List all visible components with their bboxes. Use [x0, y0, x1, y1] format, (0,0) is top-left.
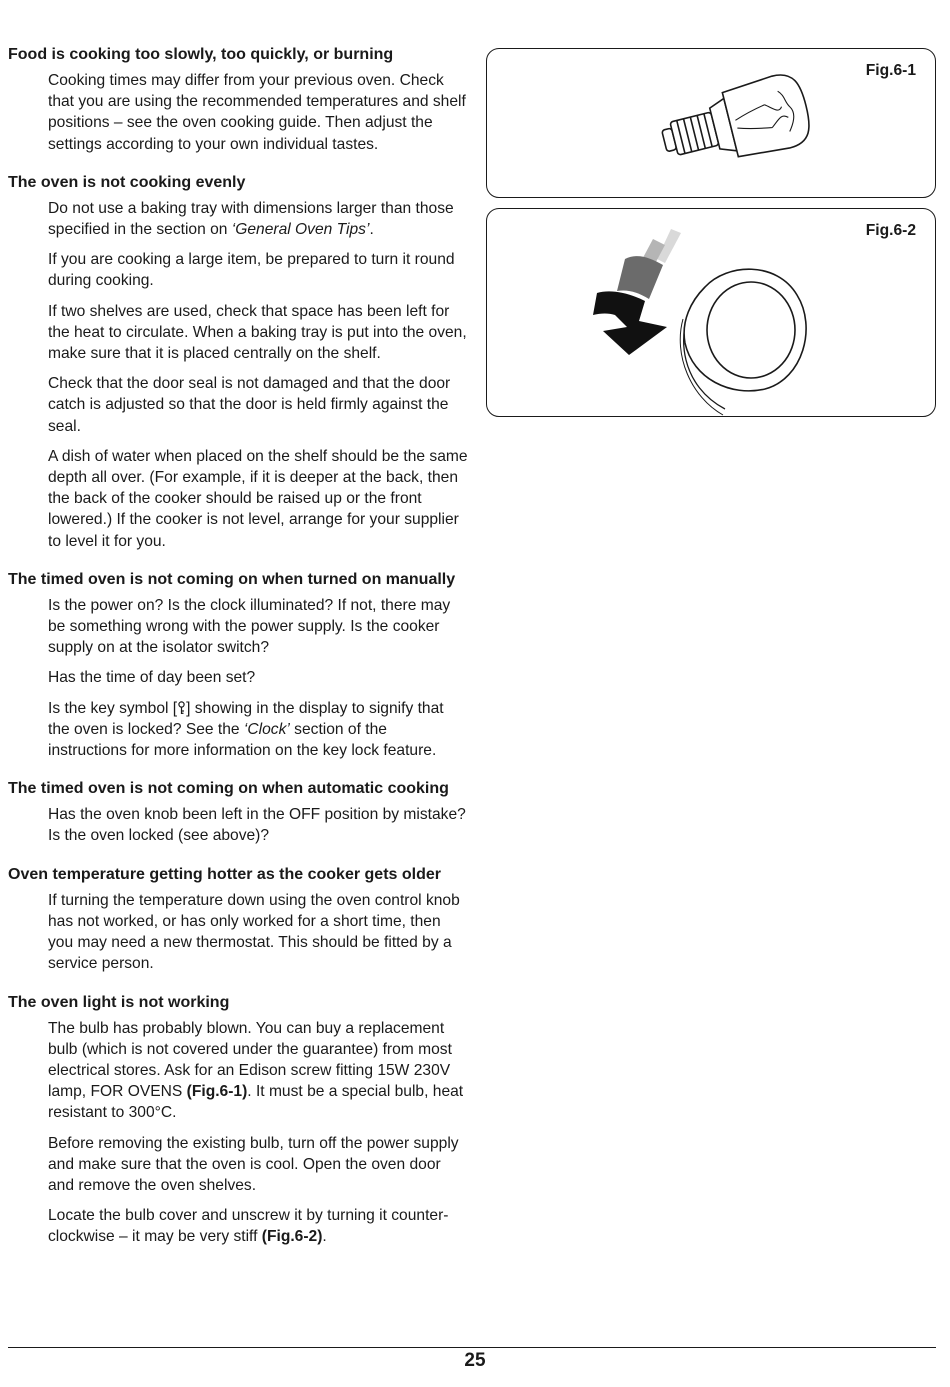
paragraph: Cooking times may differ from your previous oven. Check that you are using the recommended temperatures and shelf positions – see the oven cooking guide. Then adjust the settings according to your own individual tastes.: [48, 72, 466, 153]
section-heading: The oven is not cooking evenly: [8, 173, 246, 191]
section-heading: The timed oven is not coming on when automatic cooking: [8, 780, 449, 798]
section-temperature-hotter: [8, 864, 468, 975]
paragraph-text: ] showing in the display to signify that the oven is locked? See the: [48, 699, 444, 738]
figure-label: Fig.6-2: [865, 222, 916, 239]
paragraph: [48, 198, 468, 240]
section-heading: The oven light is not working: [8, 993, 230, 1011]
paragraph: Check that the door seal is not damaged and that the door catch is adjusted so that the door is held firmly against the seal.: [48, 375, 451, 435]
section-timed-automatic: [8, 778, 468, 846]
paragraph: Has the time of day been set?: [48, 669, 256, 687]
paragraph: If turning the temperature down using the oven control knob has not worked, or has only worked for a short time, then you may need a new thermostat. This should be fitted by a service person.: [48, 891, 460, 973]
general-oven-tips-reference: ‘General Oven Tips’: [231, 221, 370, 239]
paragraph: If you are cooking a large item, be prepared to turn it round during cooking.: [48, 251, 455, 290]
section-heading: The timed oven is not coming on when turned on manually: [8, 570, 456, 588]
figure-label: Fig.6-1: [865, 62, 916, 79]
clock-reference: ‘Clock’: [243, 720, 290, 738]
paragraph-text: Is the key symbol [: [48, 699, 178, 717]
footer-divider: [8, 1347, 936, 1348]
figure-6-2-box: [486, 208, 936, 417]
paragraph: Is the power on? Is the clock illuminated? If not, there may be something wrong with the power supply. Is the cooker supply on at the isolator switch?: [48, 596, 451, 657]
paragraph-text: .: [369, 221, 374, 239]
paragraph: [48, 1018, 468, 1124]
figure-6-1-box: [486, 48, 936, 198]
fig-6-2-reference: (Fig.6-2): [261, 1228, 323, 1246]
section-timed-manual: [8, 569, 468, 761]
troubleshooting-text-column: [8, 44, 468, 1265]
key-lock-icon: [177, 701, 186, 715]
section-uneven-cooking: [8, 172, 468, 552]
paragraph-text: Do not use a baking tray with dimensions larger than those specified in the section on: [48, 199, 454, 239]
section-heading: Oven temperature getting hotter as the cooker gets older: [8, 865, 441, 883]
fig-6-1-reference: (Fig.6-1): [186, 1083, 248, 1101]
paragraph-text: section of the instructions for more information on the key lock feature.: [48, 720, 437, 760]
paragraph-text: The bulb has probably blown. You can buy a replacement bulb (which is not covered under the guarantee) from most electrical stores. Ask for an Edison screw fitting 15W 230V lamp, FOR OVENS: [48, 1019, 452, 1101]
page-number: 25: [464, 1350, 486, 1371]
bulb-cover-unscrew-icon: [487, 209, 935, 416]
section-cooking-speed: [8, 44, 468, 155]
paragraph: [48, 1205, 468, 1247]
paragraph-text: . It must be a special bulb, heat resistant to 300°C.: [48, 1083, 464, 1122]
paragraph: [48, 698, 468, 762]
paragraph-text: .: [322, 1228, 327, 1246]
paragraph: Before removing the existing bulb, turn off the power supply and make sure that the oven is cool. Open the oven door and remove the oven shelves.: [48, 1134, 459, 1194]
paragraph: Has the oven knob been left in the OFF position by mistake? Is the oven locked (see above)?: [48, 806, 466, 845]
section-heading: Food is cooking too slowly, too quickly, or burning: [8, 46, 394, 63]
paragraph: If two shelves are used, check that space has been left for the heat to circulate. When a baking tray is put into the oven, make sure that it is placed centrally on the shelf.: [48, 302, 467, 363]
light-bulb-icon: [487, 49, 935, 197]
section-oven-light: [8, 992, 468, 1248]
paragraph: A dish of water when placed on the shelf should be the same depth all over. (For example, if it is deeper at the back, then the back of the cooker should be raised up or the front lowered.) If the cooker is not level, arrange for your supplier to level it for you.: [48, 447, 468, 550]
paragraph-text: Locate the bulb cover and unscrew it by turning it counter-clockwise – it may be very stiff: [48, 1207, 449, 1246]
